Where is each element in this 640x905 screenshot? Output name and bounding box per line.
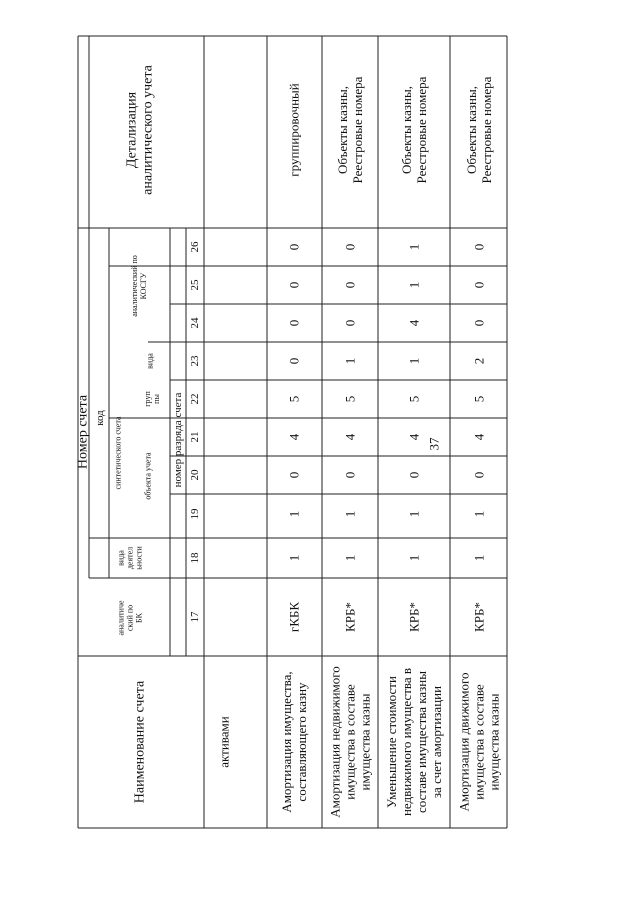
value-cell: 1 xyxy=(342,510,358,518)
value-cell: 2 xyxy=(471,357,487,365)
detail-cell: Объекты казны, xyxy=(335,86,350,174)
account-name-cell: имущества казны xyxy=(486,693,502,791)
value-cell: 1 xyxy=(286,510,302,518)
value-cell: 4 xyxy=(342,433,358,441)
account-name-cell: имущества в составе xyxy=(471,684,487,800)
activity-header: вида xyxy=(116,550,126,566)
detail-header: Детализация xyxy=(124,91,140,169)
value-cell: КРБ* xyxy=(342,602,358,632)
digit-label: 26 xyxy=(189,241,201,253)
digit-label: 18 xyxy=(189,552,201,564)
value-cell: 4 xyxy=(286,433,302,441)
kosgu-header: КОСГУ xyxy=(139,272,148,300)
value-cell: 1 xyxy=(406,281,422,289)
detail-cell: Объекты казны, xyxy=(464,86,479,174)
bk-header: БК xyxy=(134,613,144,623)
value-cell: 5 xyxy=(286,395,302,403)
account-name-cell: Амортизация недвижимого xyxy=(327,666,343,818)
value-cell: 5 xyxy=(406,395,422,403)
digit-label: 21 xyxy=(189,431,201,443)
object-header: объекта учета xyxy=(143,452,153,500)
value-cell: 1 xyxy=(471,510,487,518)
digit-label: 20 xyxy=(189,469,201,481)
value-cell: 1 xyxy=(286,554,302,562)
group-header: пы xyxy=(152,394,161,404)
digit-label: 19 xyxy=(189,508,201,520)
account-name-cell: Амортизация имущества, xyxy=(279,671,294,813)
value-cell: 5 xyxy=(471,395,487,403)
value-cell: 0 xyxy=(342,281,358,289)
account-name-cell: активами xyxy=(216,716,232,768)
detail-cell: Реестровые номера xyxy=(414,76,429,184)
value-cell: 0 xyxy=(471,319,487,327)
account-number-header: Номер счета xyxy=(75,394,91,470)
value-cell: 0 xyxy=(471,243,487,251)
detail-cell: Реестровые номера xyxy=(479,76,494,184)
account-name-cell: имущества казны xyxy=(357,693,373,791)
page-number: 37 xyxy=(426,437,442,451)
detail-cell: группировочный xyxy=(286,83,302,177)
synthetic-header: синтетического счета xyxy=(113,416,123,490)
value-cell: 0 xyxy=(286,471,302,479)
value-cell: 4 xyxy=(406,433,422,441)
digit-label: 24 xyxy=(189,317,201,329)
code-header: код xyxy=(94,410,106,426)
account-name-cell: составляющего казну xyxy=(294,682,309,802)
account-name-cell: составе имущества казны xyxy=(414,671,429,813)
account-name-cell: недвижимого имущества в xyxy=(399,667,414,817)
digit-number-header: номер разряда счета xyxy=(172,392,184,488)
value-cell: 1 xyxy=(406,554,422,562)
value-cell: 0 xyxy=(342,319,358,327)
kosgu-header: аналитический по xyxy=(130,255,139,317)
group-header: груп xyxy=(143,391,152,407)
value-cell: 0 xyxy=(286,357,302,365)
kind-header: вида xyxy=(145,353,155,369)
value-cell: 0 xyxy=(286,319,302,327)
value-cell: 1 xyxy=(342,554,358,562)
value-cell: 0 xyxy=(342,243,358,251)
digit-label: 25 xyxy=(189,279,201,291)
value-cell: КРБ* xyxy=(471,602,487,632)
bk-header: ский по xyxy=(125,604,135,632)
value-cell: 1 xyxy=(406,243,422,251)
detail-cell: Объекты казны, xyxy=(399,86,414,174)
value-cell: 0 xyxy=(406,471,422,479)
value-cell: 5 xyxy=(342,395,358,403)
value-cell: КРБ* xyxy=(406,602,422,632)
value-cell: 0 xyxy=(471,471,487,479)
value-cell: 1 xyxy=(406,357,422,365)
digit-label: 22 xyxy=(189,393,201,405)
activity-header: ьности xyxy=(134,546,144,570)
value-cell: 4 xyxy=(406,319,422,327)
detail-cell: Реестровые номера xyxy=(350,76,365,184)
value-cell: 0 xyxy=(342,471,358,479)
value-cell: гКБК xyxy=(286,601,302,633)
account-name-cell: за счет амортизации xyxy=(429,685,444,799)
value-cell: 1 xyxy=(471,554,487,562)
value-cell: 4 xyxy=(471,433,487,441)
digit-label: 23 xyxy=(189,355,201,367)
account-name-cell: имущества в составе xyxy=(342,684,358,800)
value-cell: 0 xyxy=(471,281,487,289)
activity-header: деятел xyxy=(125,546,135,570)
table-text xyxy=(76,64,502,817)
value-cell: 1 xyxy=(406,510,422,518)
value-cell: 0 xyxy=(286,243,302,251)
digit-label: 17 xyxy=(189,611,201,623)
account-name-cell: Уменьшение стоимости xyxy=(384,676,399,808)
account-name-cell: Амортизация движимого xyxy=(456,672,472,812)
value-cell: 1 xyxy=(342,357,358,365)
account-name-header: Наименование счета xyxy=(132,680,148,804)
bk-header: аналитиче xyxy=(116,600,126,636)
value-cell: 0 xyxy=(286,281,302,289)
detail-header: аналитического учета xyxy=(140,65,156,195)
